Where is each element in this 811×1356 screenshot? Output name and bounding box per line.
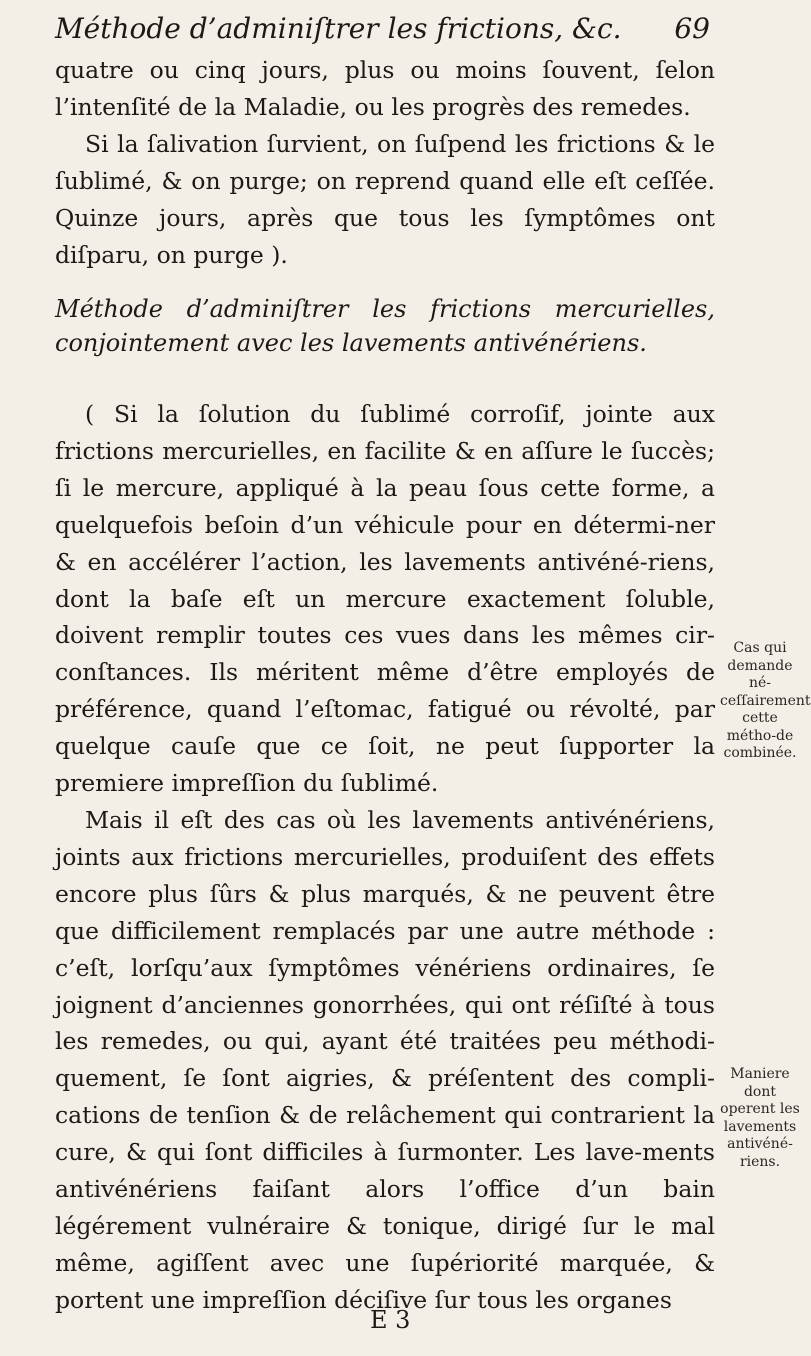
margin-note: Maniere dont operent les lavements antivéné-riens. [720,1066,800,1170]
section-heading [55,292,715,360]
paragraph: Mais il eſt des cas où les lavements antivénériens, joints aux frictions mercurielles, produiſent des effets encore plus ſûrs & plus marqués, & ne peuvent être que difficilement remplacés par une autre méthode : c’eſt, lorſqu’aux ſymptômes vénériens ordinaires, ſe joignent d’anciennes gonorrhées, qui ont réſiſté à tous les remedes, ou qui, ayant été traitées peu méthodi-quement, ſe ſont aigries, & préſentent des compli-cations de tenſion & de relâchement qui contrarient la cure, & qui ſont difficiles à ſurmonter. Les lave-ments antivénériens faiſant alors l’office d’un bain légérement vulnéraire & tonique, dirigé ſur le mal même, agiſſent avec une ſupériorité marquée, & portent une impreſſion déciſive ſur tous les organes [55,805,715,1314]
signature-mark: E 3 [370,1306,411,1334]
running-title: Méthode d’adminiſtrer les frictions, &c. [55,12,622,45]
paragraph: quatre ou cinq jours, plus ou moins ſouvent, ſelon l’intenſité de la Maladie, ou les progrès des remedes. [55,56,715,121]
margin-note: Cas qui demande né-ceſſairement cette métho-de combinée. [720,640,811,761]
page-number: 69 [674,12,710,45]
paragraph: ( Si la ſolution du ſublimé corroſif, jointe aux frictions mercurielles, en facilite & en aſſure le ſuccès; ſi le mercure, appliqué à la peau ſous cette forme, a quelquefois beſoin d’un véhicule pour en détermi-ner & en accélérer l’action, les lavements antivéné-riens, dont la baſe eſt un mercure exactement ſoluble, doivent remplir toutes ces vues dans les mêmes cir-conſtances. Ils méritent même d’être employés de préférence, quand l’eſtomac, fatigué ou révolté, par quelque cauſe que ce ſoit, ne peut ſupporter la premiere impreſſion du ſublimé. [55,400,715,798]
paragraph: Si la ſalivation ſurvient, on ſuſpend les frictions & le ſublimé, & on purge; on reprend quand elle eſt ceſſée. Quinze jours, après que tous les ſymptômes ont diſparu, on purge ). [55,129,715,269]
running-header [55,8,710,52]
section-heading-text: Méthode d’adminiſtrer les frictions mercurielles, conjointement avec les lavements antivénériens. [55,295,715,357]
continuation-block [55,52,715,273]
section-body [55,396,715,1319]
